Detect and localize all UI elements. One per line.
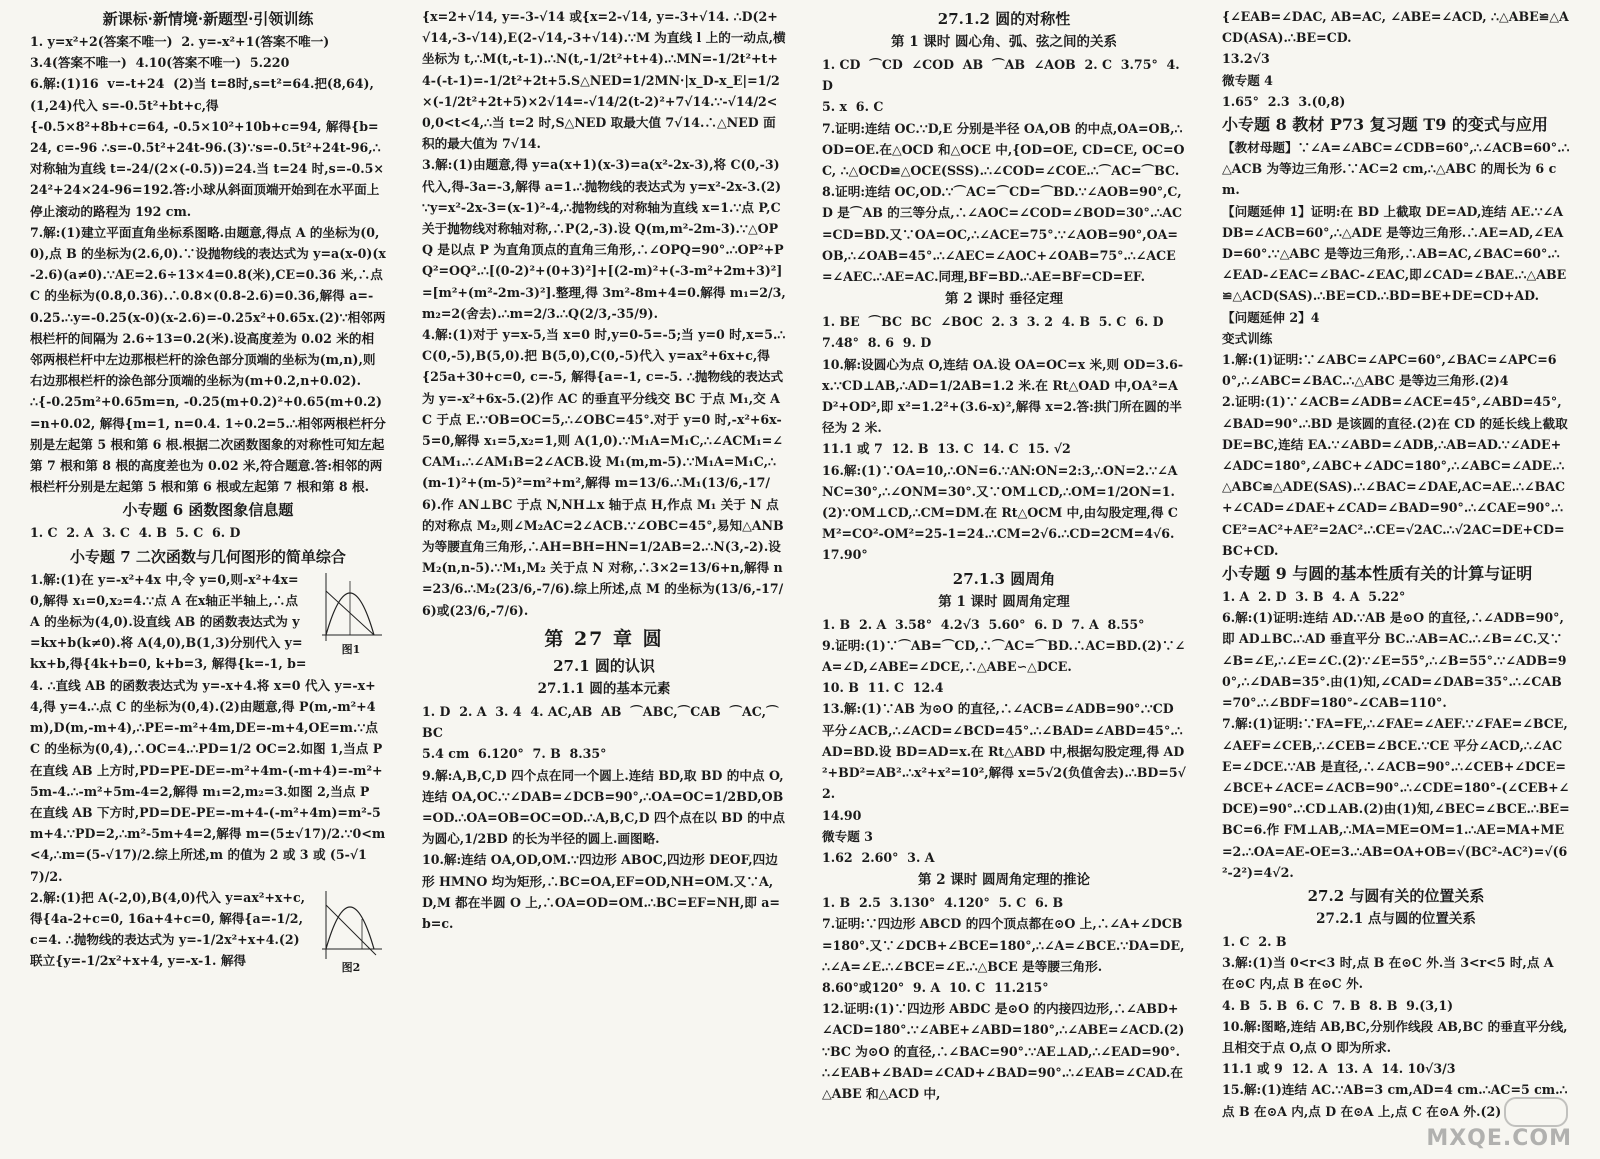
answer-line: 6.解:(1)证明:连结 AD.∵AB 是⊙O 的直径,∴∠ADB=90°,即 AD⊥BC.∴AD 垂直平分 BC.∴AB=AC.∴∠B=∠C.又∵∠B=∠E,∴∠E=∠C.(2)∵∠E=55°,∴∠B=55°.∵∠ADB=90°,∴∠DAB=35°.由(1)知,∠CAD=∠DAB=35°.∴∠CAB=70°.∴∠BDF=180°-∠CAB=110°. <box>1222 610 1567 711</box>
answer-line: 1. B 2.5 3.130° 4.120° 5. C 6. B <box>822 895 1064 911</box>
answer-line: 1. B 2. A 3.58° 4.2√3 5.60° 6. D 7. A 8.55° <box>822 616 1145 632</box>
answer-line: 11.1 或 9 12. A 13. A 14. 10√3/3 <box>1222 1061 1456 1077</box>
answer-line: 3.解:(1)当 0<r<3 时,点 B 在⊙C 外.当 3<r<5 时,点 A 在⊙C 内,点 B 在⊙C 外. <box>1222 955 1558 992</box>
answer-line: 10.解:设圆心为点 O,连结 OA.设 OA=OC=x 米,则 OD=3.6-x.∵CD⊥AB,∴AD=1/2AB=1.2 米.在 Rt△OAD 中,OA²=AD²+OD²,即 x²=1.2²+(3.6-x)²,解得 x=2.答:拱门所在圆的半径为 2 米. <box>822 356 1184 436</box>
section-heading: 新课标·新情境·新题型·引领训练 <box>102 10 314 28</box>
answer-line: 16.解:(1)∵OA=10,∴ON=6.∵AN:ON=2:3,∴ON=2.∵∠ANC=30°,∴∠ONM=30°.又∵OM⊥CD,∴OM=1/2ON=1.(2)∵OM⊥CD,∴CM=DM.在 Rt△OCM 中,由勾股定理,得 CM²=CO²-OM²=25-1=24.∴CM=2√6.∴CD=2CM=4√6. <box>822 462 1178 542</box>
answer-line: 【问题延伸 1】证明:在 BD 上截取 DE=AD,连结 AE.∵∠ADB=∠ACB=60°,∴△ADE 是等边三角形.∴AE=AD,∠EAD=60°.∵△ABC 是等边三角形,∴AB=AC,∠BAC=60°.∴∠EAD-∠EAC=∠BAC-∠EAC,即∠CAD=∠BAE.∴△ABE≌△ACD(SAS).∴BE=CD.∴BD=BE+DE=CD+AD. <box>1222 203 1567 304</box>
answer-line: 8.60°或120° 9. A 10. C 11.215° <box>822 979 1049 995</box>
answer-line: 11.1 或 7 12. B 13. C 14. C 15. √2 <box>822 441 1071 457</box>
answer-line: 9.解:A,B,C,D 四个点在同一个圆上.连结 BD,取 BD 的中点 O,连结 OA,OC.∵∠DAB=∠DCB=90°,∴OA=OC=1/2BD,OB=OD.∴OA=OB=OC=OD.∴A,B,C,D 四个点在以 BD 的中点为圆心,1/2BD 的长为半径的圆上.画图略. <box>422 767 785 847</box>
answer-line: 1. D 2. A 3. 4 4. AC,AB AB ⌒ABC,⌒CAB ⌒AC,⌒BC <box>422 703 779 741</box>
answer-line: 7.48° 8. 6 9. D <box>822 335 932 351</box>
answer-line: 7.证明:连结 OC.∵D,E 分别是半径 OA,OB 的中点,OA=OB,∴OD=OE.在△OCD 和△OCE 中,{OD=OE, CD=CE, OC=OC, ∴△OCD≌△OCE(SSS).∴∠COD=∠COE.∴⌒AC=⌒BC. <box>822 120 1185 179</box>
answer-line: 4. B 5. B 6. C 7. B 8. B 9.(3,1) <box>1222 997 1454 1013</box>
answer-line: 1. A 2. D 3. B 4. A 5.22° <box>1222 589 1406 605</box>
answer-line: 1.65° 2.3 3.(0,8) <box>1222 93 1346 109</box>
answer-line: 5. x 6. C <box>822 99 884 115</box>
parabola-figure-1 <box>316 571 386 643</box>
answer-line: 8.证明:连结 OC,OD.∵⌒AC=⌒CD=⌒BD.∵∠AOB=90°,C,D 是⌒AB 的三等分点,∴∠AOC=∠COD=∠BOD=30°.∴AC=CD=BD.又∵OA=OC,∴∠ACE=75°.∵∠AOB=90°,OA=OB,∴∠OAB=45°.∴∠AEC=∠AOC+∠OAB=75°.∴∠ACE=∠AEC.∴AE=AC.同理,BF=BD.∴AE=BF=CD=EF. <box>822 184 1183 285</box>
answer-line: 7.证明:∵四边形 ABCD 的四个顶点都在⊙O 上,∴∠A+∠DCB=180°.又∵∠DCB+∠BCE=180°,∴∠A=∠BCE.∵DA=DE,∴∠A=∠E.∴∠BCE=∠E.∴△BCE 是等腰三角形. <box>822 916 1185 974</box>
section-heading: 小专题 8 教材 P73 复习题 T9 的变式与应用 <box>1222 115 1548 135</box>
section-heading: 小专题 9 与圆的基本性质有关的计算与证明 <box>1222 564 1533 584</box>
figure-caption: 图2 <box>341 960 361 974</box>
answer-line: 3.解:(1)由题意,得 y=a(x+1)(x-3)=a(x²-2x-3),将 C(0,-3)代入,得-3a=-3,解得 a=1.∴抛物线的表达式为 y=x²-2x-3.(2)∵y=x²-2x-3=(x-1)²-4,∴抛物线的对称轴为直线 x=1.∵点 P,C 关于抛物线对称轴对称,∴P(2,-3).设 Q(m,m²-2m-3).∵△OPQ 是以点 P 为直角顶点的直角三角形,∴∠OPQ=90°.∴OP²+PQ²=OQ².∴[(0-2)²+(0+3)²]+[(2-m)²+(-3-m²+2m+3)²]=[m²+(m²-2m-3)²].整理,得 3m²-8m+4=0.解得 m₁=2/3,m₂=2(舍去).∴m=2/3.∴Q(2/3,-35/9). <box>422 157 786 321</box>
answer-line: 10.解:图略,连结 AB,BC,分别作线段 AB,BC 的垂直平分线,且相交于点 O,点 O 即为所求. <box>1222 1018 1568 1055</box>
answer-line: {∠EAB=∠DAC, AB=AC, ∠ABE=∠ACD, ∴△ABE≌△ACD(ASA).∴BE=CD. <box>1222 9 1569 46</box>
column-1 <box>0 6 400 1156</box>
section-heading: 小专题 6 函数图象信息题 <box>122 501 294 520</box>
answer-line: 7.解:(1)建立平面直角坐标系图略.由题意,得点 A 的坐标为(0,0),点 B 的坐标为(2.6,0).∵设抛物线的表达式为 y=a(x-0)(x-2.6)(a≠0).∵AE=2.6÷13×4=0.8(米),CE=0.36 米,∴点 C 的坐标为(0.8,0.36).∴0.8×(0.8-2.6)=0.36,解得 a=-0.25.∴y=-0.25(x-0)(x-2.6)=-0.25x²+0.65x.(2)∵相邻两根栏杆的间隔为 2.6÷13=0.2(米).设高度差为 0.02 米的相邻两根栏杆中左边那根栏杆的涂色部分顶端的坐标为(m,n),则右边那根栏杆的涂色部分顶端的坐标为(m+0.2,n+0.02). <box>30 224 388 389</box>
answer-line: 1.解:(1)证明:∵∠ABC=∠APC=60°,∠BAC=∠APC=60°,∴∠ABC=∠BAC.∴△ABC 是等边三角形.(2)4 <box>1222 352 1557 389</box>
answer-line: 7.解:(1)证明:∵FA=FE,∴∠FAE=∠AEF.∵∠FAE=∠BCE,∠AEF=∠CEB,∴∠CEB=∠BCE.∵CE 平分∠ACD,∴∠ACE=∠DCE.∵AB 是直径,∴∠ACB=90°.∴∠CEB+∠DCE=∠BCE+∠ACE=∠ACB=90°.∴∠CDE=180°-(∠CEB+∠DCE)=90°.∴CD⊥AB.(2)由(1)知,∠BEC=∠BCE.∴BE=BC=6.作 FM⊥AB,∴MA=ME=OM=1.∴AE=MA+ME=2.∴OA=AE-OE=3.∴AB=OA+OB=√(BC²-AC²)=√(6²-2²)=4√2. <box>1222 716 1570 880</box>
answer-line: 13.2√3 <box>1222 51 1270 67</box>
figure-1 <box>316 571 386 657</box>
figure-caption: 图1 <box>341 642 361 656</box>
answer-line: 1. C 2. B <box>1222 933 1287 949</box>
answer-line: 13.解:(1)∵AB 为⊙O 的直径,∴∠ACB=∠ADB=90°.∵CD 平分∠ACB,∴∠ACD=∠BCD=45°.∴∠BAD=∠ABD=45°.∴AD=BD.设 BD=AD=x.在 Rt△ABD 中,根据勾股定理,得 AD²+BD²=AB².∴x²+x²=10²,解得 x=5√2(负值舍去).∴BD=5√2. <box>822 701 1186 802</box>
subsection-heading: 第 1 课时 圆心角、弧、弦之间的关系 <box>891 34 1117 50</box>
section-heading: 小专题 7 二次函数与几何图形的简单综合 <box>70 547 346 566</box>
answer-line: 10.解:连结 OA,OD,OM.∵四边形 ABOC,四边形 DEOF,四边形 HMNO 均为矩形,∴BC=OA,EF=OD,NH=OM.又∵A,D,M 都在半圆 O 上,∴OA=OD=OM.∴BC=EF=NH,即 a=b=c. <box>422 852 780 931</box>
section-heading: 27.1.2 圆的对称性 <box>937 10 1071 28</box>
section-heading: 27.1.3 圆周角 <box>952 569 1056 588</box>
answer-line: 9.证明:(1)∵⌒AB=⌒CD,∴⌒AC=⌒BD.∴AC=BD.(2)∵∠A=∠D,∠ABE=∠DCE,∴△ABE∽△DCE. <box>822 637 1186 675</box>
subsection-label: 微专题 3 <box>822 828 873 844</box>
section-heading: 27.2 与圆有关的位置关系 <box>1307 886 1485 905</box>
answer-line: {-0.5×8²+8b+c=64, -0.5×10²+10b+c=94, 解得{b=24, c=-96 ∴s=-0.5t²+24t-96.(3)∵s=-0.5t²+24t-96,∴对称轴为直线 t=-24/(2×(-0.5))=24.当 t=24 时,s=-0.5×24²+24×24-96=192.答:小球从斜面顶端开始到在水平面上停止滚动的路程为 192 cm. <box>30 118 384 219</box>
chapter-heading: 第 27 章 圆 <box>544 627 664 650</box>
parabola-figure-2 <box>316 889 386 961</box>
answer-line: 4.解:(1)对于 y=x-5,当 x=0 时,y=0-5=-5;当 y=0 时,x=5.∴C(0,-5),B(5,0).把 B(5,0),C(0,-5)代入 y=ax²+6x+c,得{25a+30+c=0, c=-5, 解得{a=-1, c=-5. ∴抛物线的表达式为 y=-x²+6x-5.(2)作 AC 的垂直平分线交 BC 于点 M₁,交 AC 于点 E.∵OB=OC=5,∴∠OBC=45°.对于 y=0 时,-x²+6x-5=0,解得 x₁=5,x₂=1,则 A(1,0).∵M₁A=M₁C,∴∠ACM₁=∠CAM₁.∴∠AM₁B=2∠ACB.设 M₁(m,m-5).∵M₁A=M₁C,∴(m-1)²+(m-5)²=m²+m²,解得 m=13/6.∴M₁(13/6,-17/6).作 AN⊥BC 于点 N,NH⊥x 轴于点 H,作点 M₁ 关于 N 点的对称点 M₂,则∠M₂AC=2∠ACB.∵∠OBC=45°,易知△ANB 为等腰直角三角形,∴AH=BH=HN=1/2AB=2.∴N(3,-2).设 M₂(n,n-5).∵M₁,M₂ 关于点 N 对称,∴3×2=13/6+n,解得 n=23/6.∴M₂(23/6,-7/6).综上所述,点 M 的坐标为(13/6,-17/6)或(23/6,-7/6). <box>422 327 789 618</box>
answer-line: 6.解:(1)16 v=-t+24 (2)当 t=8时,s=t²=64.把(8,64),(1,24)代入 s=-0.5t²+bt+c,得 <box>30 76 374 113</box>
subsection-heading: 27.2.1 点与圆的位置关系 <box>1316 910 1476 927</box>
answer-line: 【问题延伸 2】4 <box>1222 309 1320 325</box>
answer-line: 【教材母题】∵∠A=∠ABC=∠CDB=60°,∴∠ACB=60°.∴△ACB 为等边三角形.∵AC=2 cm,∴△ABC 的周长为 6 cm. <box>1222 140 1570 198</box>
watermark-text: MXQE.COM <box>1426 1126 1572 1151</box>
column-3 <box>800 6 1200 1156</box>
answer-line: 12.证明:(1)∵四边形 ABDC 是⊙O 的内接四边形,∴∠ABD+∠ACD=180°.∵∠ABE+∠ABD=180°,∴∠ABE=∠ACD.(2)∵BC 为⊙O 的直径,∴∠BAC=90°.∵AE⊥AD,∴∠EAD=90°.∴∠EAB+∠BAD=∠CAD+∠BAD=90°.∴∠EAB=∠CAD.在△ABE 和△ACD 中, <box>822 1001 1185 1101</box>
subsection-heading: 第 2 课时 垂径定理 <box>945 291 1063 308</box>
section-heading: 27.1 圆的认识 <box>553 656 655 675</box>
answer-line: 1.解:(1)在 y=-x²+4x 中,令 y=0,则-x²+4x=0,解得 x₁=0,x₂=4.∵点 A 在x轴正半轴上,∴点 A 的坐标为(4,0).设直线 AB 的函数表达式为 y=kx+b(k≠0).将 A(4,0),B(1,3)分别代入 y=kx+b,得{4k+b=0, k+b=3, 解得{k=-1, b=4. ∴直线 AB 的函数表达式为 y=-x+4.将 x=0 代入 y=-x+4,得 y=4.∴点 C 的坐标为(0,4).(2)由题意,得 P(m,-m²+4m),D(m,-m+4),∴PE=-m²+4m,DE=-m+4,OE=m.∵点 C 的坐标为(0,4),∴OC=4.∴PD=1/2 OC=2.如图 1,当点 P 在直线 AB 上方时,PD=PE-DE=-m²+4m-(-m+4)=-m²+5m-4.∴-m²+5m-4=2,解得 m₁=2,m₂=3.如图 2,当点 P 在直线 AB 下方时,PD=DE-PE=-m+4-(-m²+4m)=m²-5m+4.∵PD=2,∴m²-5m+4=2,解得 m=(5±√17)/2.∵0<m<4,∴m=(5-√17)/2.综上所述,m 的值为 2 或 3 或 (5-√17)/2. <box>30 571 387 884</box>
answer-line: 3.4(答案不唯一) 4.10(答案不唯一) 5.220 <box>30 55 290 71</box>
watermark <box>1422 1099 1572 1151</box>
watermark-logo-icon <box>1504 1097 1568 1127</box>
answer-line: 17.90° <box>822 547 868 563</box>
subsection-label: 变式训练 <box>1222 330 1273 346</box>
answer-line: 14.90 <box>822 807 862 823</box>
subsection-heading: 第 1 课时 圆周角定理 <box>938 593 1070 610</box>
subsection-label: 微专题 4 <box>1222 72 1273 88</box>
answer-line: 1. CD ⌒CD ∠COD AB ⌒AB ∠AOB 2. C 3.75° 4. D <box>822 57 1185 94</box>
answer-line: 5.4 cm 6.120° 7. B 8.35° <box>422 746 607 762</box>
subsection-heading: 27.1.1 圆的基本元素 <box>537 680 671 697</box>
answer-line: ∴{-0.25m²+0.65m=n, -0.25(m+0.2)²+0.65(m+0.2)=n+0.02, 解得{m=1, n=0.4. 1÷0.2=5.∴相邻两根栏杆分别是左起第 5 根和第 6 根.根据二次函数图象的对称性可知左起第 7 根和第 8 根的高度差也为 0.02 米,符合题意.答:相邻的两根栏杆分别是左起第 5 根和第 6 根或左起第 7 根和第 8 根. <box>30 394 386 495</box>
answer-line: 10. B 11. C 12.4 <box>822 680 944 696</box>
answer-line: 1. BE ⌒BC BC ∠BOC 2. 3 3. 2 4. B 5. C 6. D <box>822 314 1164 330</box>
answer-line: 15.解:(1)连结 AC.∵AB=3 cm,AD=4 cm.∴AC=5 cm.∴点 B 在⊙A 内,点 D 在⊙A 上,点 C 在⊙A 外.(2) <box>1222 1082 1568 1119</box>
column-2 <box>400 6 800 1156</box>
figure-2 <box>316 889 386 975</box>
answer-line: 2.证明:(1)∵∠ACB=∠ADB=∠ACE=45°,∠ABD=45°,∠BAD=90°.∴BD 是该圆的直径.(2)在 CD 的延长线上截取 DE=BC,连结 EA.∵∠ABD=∠ADB,∴AB=AD.∵∠ADE+∠ADC=180°,∠ABC+∠ADC=180°,∴∠ABC=∠ADE.∴△ABC≌△ADE(SAS).∴∠BAC=∠DAE,AC=AE.∴∠BAC+∠CAD=∠DAE+∠CAD=∠BAD=90°.∴∠CAE=90°.∴CE²=AC²+AE²=2AC².∴CE=√2AC.∴√2AC=DE+CD=BC+CD. <box>1222 394 1573 558</box>
answer-line: 1.62 2.60° 3. A <box>822 849 935 865</box>
answer-line: {x=2+√14, y=-3-√14 或{x=2-√14, y=-3+√14. ∴D(2+√14,-3-√14),E(2-√14,-3+√14).∵M 为直线 l 上的一动点,横坐标为 t,∴M(t,-t-1).∴N(t,-1/2t²+t+4).∴MN=-1/2t²+t+4-(-t-1)=-1/2t²+2t+5.S△NED=1/2MN·|x_D-x_E|=1/2×(-1/2t²+2t+5)×2√14=-√14/2(t-2)²+7√14.∵-√14/2<0,0<t<4,∴当 t=2 时,S△NED 取最大值 7√14.∴△NED 面积的最大值为 7√14. <box>422 9 786 152</box>
subsection-heading: 第 2 课时 圆周角定理的推论 <box>918 872 1090 889</box>
column-4 <box>1200 6 1600 1156</box>
answer-line: 1. C 2. A 3. C 4. B 5. C 6. D <box>30 525 241 541</box>
answer-line: 2.解:(1)把 A(-2,0),B(4,0)代入 y=ax²+x+c,得{4a-2+c=0, 16a+4+c=0, 解得{a=-1/2, c=4. ∴抛物线的表达式为 y=-1/2x²+x+4.(2)联立{y=-1/2x²+x+4, y=-x-1. 解得 <box>30 889 308 969</box>
answer-line: 1. y=x²+2(答案不唯一) 2. y=-x²+1(答案不唯一) <box>30 34 330 49</box>
